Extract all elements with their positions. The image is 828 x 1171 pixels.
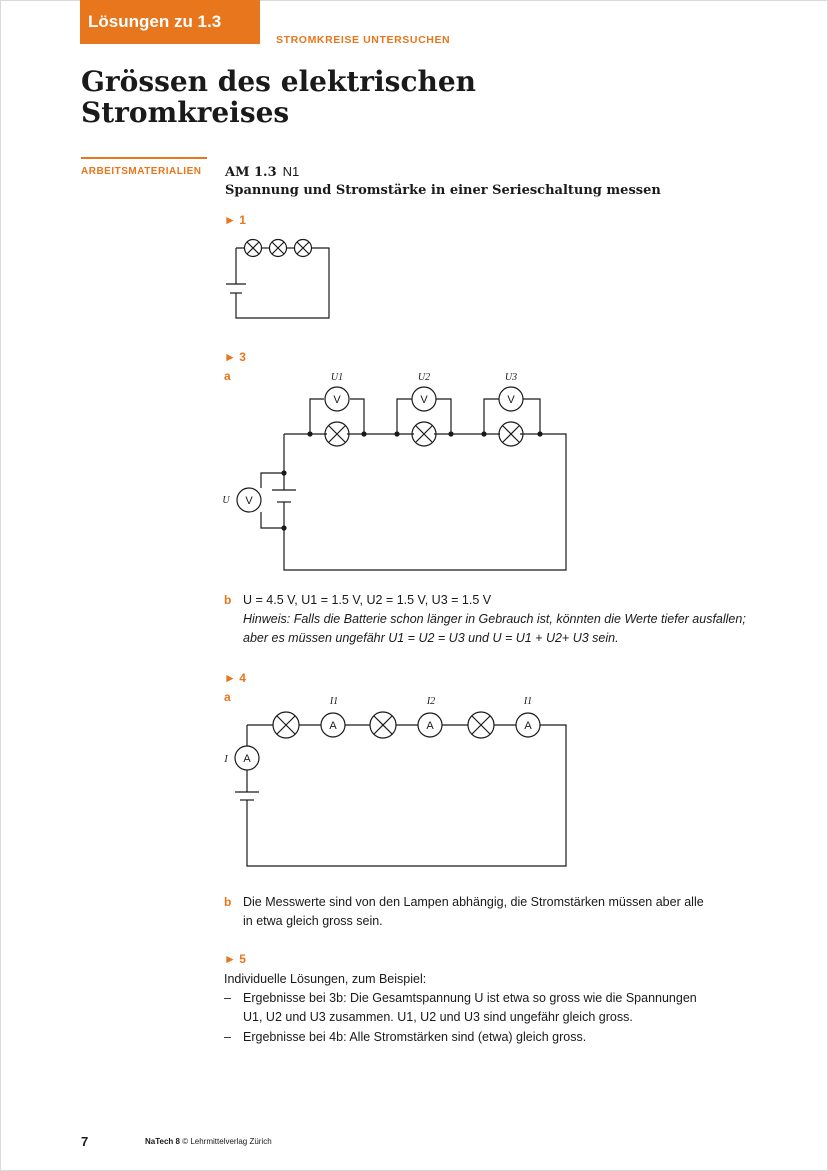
am-title: Spannung und Stromstärke in einer Serieschaltung messen xyxy=(225,183,661,198)
meter-label: V xyxy=(420,394,428,406)
lamp-icon xyxy=(273,712,299,738)
bullet-dash: – xyxy=(224,1030,231,1044)
circuit-3a xyxy=(237,387,566,570)
lamp-icon xyxy=(370,712,396,738)
am-number: N1 xyxy=(282,164,300,179)
lamp-icon xyxy=(295,240,312,257)
task-4-marker: ► 4 xyxy=(224,671,246,685)
lamp-icon xyxy=(468,712,494,738)
task-5-intro: Individuelle Lösungen, zum Beispiel: xyxy=(224,972,427,986)
label-u: U xyxy=(222,495,230,506)
footer-brand: NaTech 8 xyxy=(145,1137,180,1146)
section-label: STROMKREISE UNTERSUCHEN xyxy=(276,34,451,46)
task-5-marker: ► 5 xyxy=(224,952,246,966)
task-3b-condition: aber es müssen ungefähr U1 = U2 = U3 und U = U1 + U2+ U3 sein. xyxy=(243,631,619,645)
title-line-2: Stromkreises xyxy=(81,96,290,129)
circuit-1 xyxy=(226,240,329,319)
meter-label: A xyxy=(426,720,434,732)
am-code: AM 1.3 xyxy=(225,165,277,180)
meter-label: A xyxy=(243,753,251,765)
label-u2: U2 xyxy=(417,372,431,383)
task-5-item-1-line-1: Ergebnisse bei 3b: Die Gesamtspannung U ist etwa so gross wie die Spannungen xyxy=(243,991,697,1005)
task-4b-line-1: Die Messwerte sind von den Lampen abhängig, die Stromstärken müssen aber alle xyxy=(243,895,704,909)
label-u1: U1 xyxy=(330,372,344,383)
meter-label: A xyxy=(329,720,337,732)
task-3b-hint: Hinweis: Falls die Batterie schon länger in Gebrauch ist, könnten die Werte tiefer ausfallen; xyxy=(243,612,746,626)
sidebar-label: ARBEITSMATERIALIEN xyxy=(81,166,202,177)
label-i1: I1 xyxy=(329,696,339,707)
lamp-icon xyxy=(499,422,523,446)
task-4b-line-2: in etwa gleich gross sein. xyxy=(243,914,383,928)
label-i2: I2 xyxy=(426,696,436,707)
lamp-icon xyxy=(325,422,349,446)
label-u3: U3 xyxy=(504,372,518,383)
task-3b-label: b xyxy=(224,593,232,607)
title-line-1: Grössen des elektrischen xyxy=(81,65,477,98)
task-4b-label: b xyxy=(224,895,232,909)
page-number: 7 xyxy=(81,1134,89,1149)
label-i: I xyxy=(224,754,228,765)
meter-label: V xyxy=(507,394,515,406)
task-3b-values: U = 4.5 V, U1 = 1.5 V, U2 = 1.5 V, U3 = 1.5 V xyxy=(243,593,492,607)
task-3a-label: a xyxy=(224,369,231,383)
task-4a-label: a xyxy=(224,690,231,704)
lamp-icon xyxy=(412,422,436,446)
footer-publisher: © Lehrmittelverlag Zürich xyxy=(182,1137,272,1146)
task-1-marker: ► 1 xyxy=(224,213,246,227)
solutions-tab: Lösungen zu 1.3 xyxy=(80,0,260,44)
meter-label: V xyxy=(333,394,341,406)
lamp-icon xyxy=(245,240,262,257)
bullet-dash: – xyxy=(224,991,231,1005)
footer-credit xyxy=(145,1137,272,1146)
lamp-icon xyxy=(270,240,287,257)
meter-label: A xyxy=(524,720,532,732)
task-3-marker: ► 3 xyxy=(224,350,246,364)
label-i1-right: I1 xyxy=(523,696,533,707)
meter-label: V xyxy=(245,495,253,507)
task-5-item-2: Ergebnisse bei 4b: Alle Stromstärken sind (etwa) gleich gross. xyxy=(243,1030,587,1044)
task-5-item-1-line-2: U1, U2 und U3 zusammen. U1, U2 und U3 sind ungefähr gleich gross. xyxy=(243,1010,633,1024)
circuit-4a xyxy=(235,712,566,866)
